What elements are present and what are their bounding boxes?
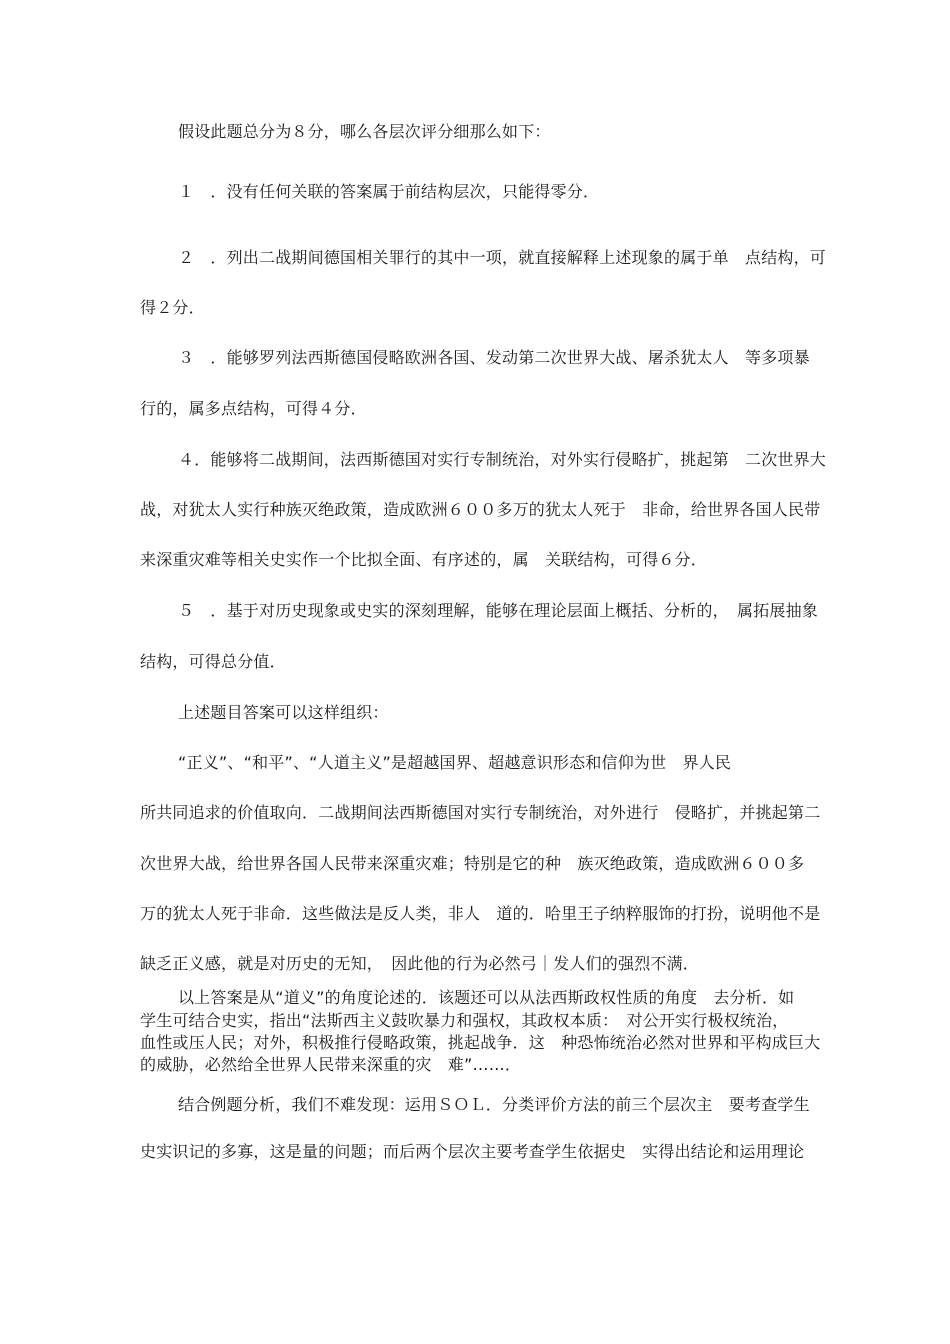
level-1-line: １ ．没有任何关联的答案属于前结构层次，只能得零分．: [178, 182, 600, 201]
answer-intro: 上述题目答案可以这样组织：: [178, 703, 389, 722]
note-line: 血性或压人民；对外，积极推行侵略政策，挑起战争．这 种恐怖统治必然对世界和平构成巨大: [140, 1033, 821, 1052]
level-3-line-2: 行的，属多点结构，可得４分．: [140, 399, 367, 418]
answer-line: “正义”、“和平”、“人道主义”是超越国界、超越意识形态和信仰为世 界人民: [178, 753, 732, 772]
level-2-line-2: 得２分．: [140, 298, 205, 317]
note-line: 学生可结合史实，指出“法斯西主义鼓吹暴力和强权，其政权本质： 对公开实行极权统治，: [140, 1011, 789, 1030]
note-line: 的威胁，必然给全世界人民带来深重的灾 难”……．: [140, 1055, 522, 1074]
level-4-line-3: 来深重灾难等相关史实作一个比拟全面、有序述的，属 关联结构，可得６分．: [140, 550, 708, 569]
answer-line: 缺乏正义感，就是对历史的无知， 因此他的行为必然弓｜发人们的强烈不满．: [140, 954, 700, 973]
level-5-line-2: 结构，可得总分值．: [140, 652, 286, 671]
conclusion-line: 结合例题分析，我们不难发现：运用ＳＯＬ．分类评价方法的前三个层次主 要考查学生: [178, 1095, 810, 1114]
level-3-line-1: ３ ．能够罗列法西斯德国侵略欧洲各国、发动第二次世界大战、屠杀犹太人 等多项暴: [178, 348, 810, 367]
level-4-line-2: 战，对犹太人实行种族灭绝政策，造成欧洲６００多万的犹太人死于 非命，给世界各国人民带: [140, 500, 821, 519]
level-2-line-1: ２ ．列出二战期间德国相关罪行的其中一项，就直接解释上述现象的属于单 点结构，可: [178, 248, 827, 267]
level-4-line-1: ４．能够将二战期间，法西斯德国对实行专制统治，对外实行侵略扩，挑起第 二次世界大: [178, 450, 827, 469]
answer-line: 次世界大战，给世界各国人民带来深重灾难；特别是它的种 族灭绝政策，造成欧洲６００多: [140, 854, 805, 873]
conclusion-line: 史实识记的多寡，这是量的问题；而后两个层次主要考查学生依据史 实得出结论和运用理论: [140, 1142, 805, 1161]
answer-line: 所共同追求的价值取向．二战期间法西斯德国对实行专制统治，对外进行 侵略扩，并挑起第二: [140, 803, 821, 822]
answer-line: 万的犹太人死于非命．这些做法是反人类，非人 道的．哈里王子纳粹服饰的打扮，说明他不是: [140, 904, 821, 923]
intro-paragraph: 假设此题总分为８分，哪么各层次评分细那么如下：: [178, 122, 551, 141]
level-5-line-1: ５ ．基于对历史现象或史实的深刻理解，能够在理论层面上概括、分析的， 属拓展抽象: [178, 601, 819, 620]
note-line: 以上答案是从“道义”的角度论述的．该题还可以从法西斯政权性质的角度 去分析．如: [178, 988, 795, 1007]
